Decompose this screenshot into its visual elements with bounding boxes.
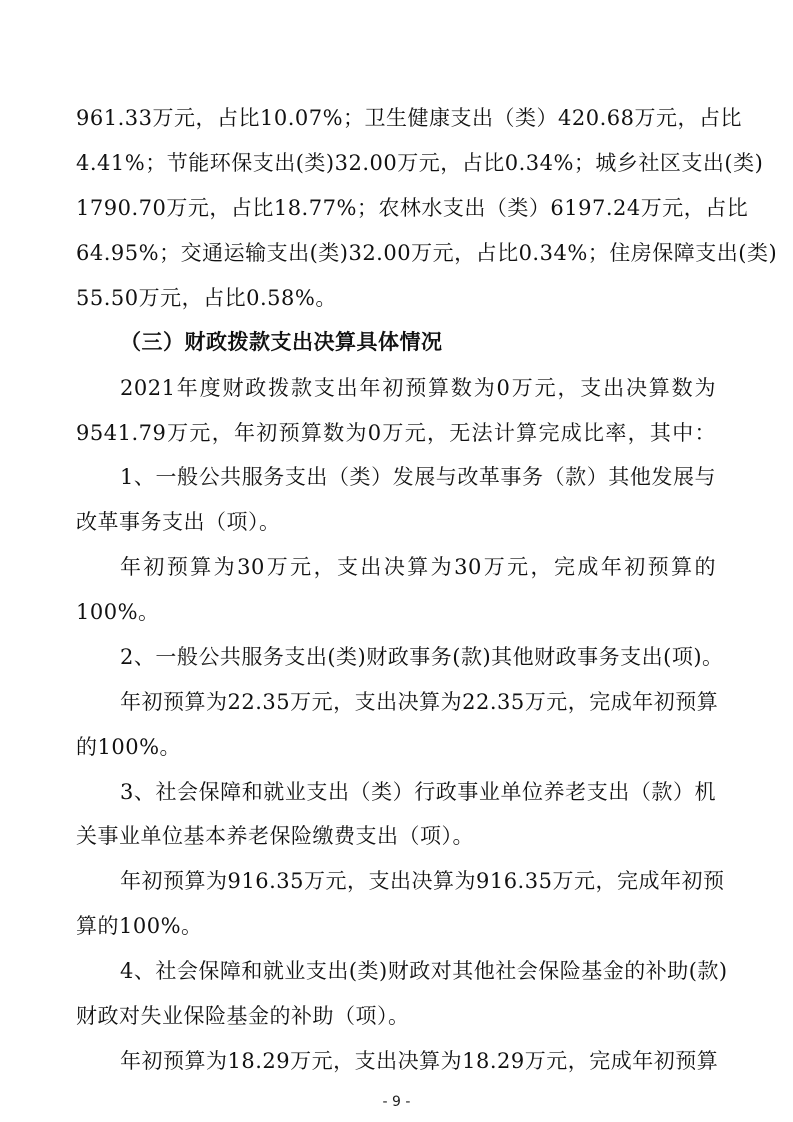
- paragraph-line: 64.95%；交通运输支出(类)32.00万元，占比0.34%；住房保障支出(类): [76, 241, 778, 265]
- item-title-line: 关事业单位基本养老保险缴费支出（项）。: [76, 824, 474, 848]
- paragraph-line: 961.33万元，占比10.07%；卫生健康支出（类）420.68万元，占比: [76, 106, 743, 130]
- item-detail-line: 的100%。: [76, 735, 182, 759]
- paragraph-line: 4.41%；节能环保支出(类)32.00万元，占比0.34%；城乡社区支出(类): [76, 151, 764, 175]
- item-title-line: 3、社会保障和就业支出（类）行政事业单位养老支出（款）机: [120, 780, 716, 804]
- item-detail-line: 算的100%。: [76, 914, 203, 938]
- item-title-line: 1、一般公共服务支出（类）发展与改革事务（款）其他发展与: [120, 465, 716, 489]
- item-detail-line: 年初预算为916.35万元，支出决算为916.35万元，完成年初预: [120, 869, 725, 893]
- paragraph-line: 55.50万元，占比0.58%。: [76, 286, 337, 310]
- item-detail-line: 100%。: [76, 600, 160, 624]
- page-number: - 9 -: [382, 1094, 411, 1110]
- summary-line: 9541.79万元，年初预算数为0万元，无法计算完成比率，其中：: [76, 421, 716, 445]
- item-detail-line: 年初预算为30万元，支出决算为30万元，完成年初预算的: [120, 555, 716, 579]
- summary-line: 2021年度财政拨款支出年初预算数为0万元，支出决算数为: [120, 376, 716, 400]
- item-title-line: 2、一般公共服务支出(类)财政事务(款)其他财政事务支出(项)。: [120, 645, 724, 669]
- item-title-line: 财政对失业保险基金的补助（项）。: [76, 1004, 410, 1028]
- paragraph-line: 1790.70万元，占比18.77%；农林水支出（类）6197.24万元，占比: [76, 196, 749, 220]
- section-heading: （三）财政拨款支出决算具体情况: [120, 329, 443, 354]
- item-detail-line: 年初预算为22.35万元，支出决算为22.35万元，完成年初预算: [120, 690, 719, 714]
- item-title-line: 4、社会保障和就业支出(类)财政对其他社会保险基金的补助(款): [120, 959, 728, 983]
- item-title-line: 改革事务支出（项）。: [76, 510, 281, 534]
- item-detail-line: 年初预算为18.29万元，支出决算为18.29万元，完成年初预算: [120, 1049, 719, 1073]
